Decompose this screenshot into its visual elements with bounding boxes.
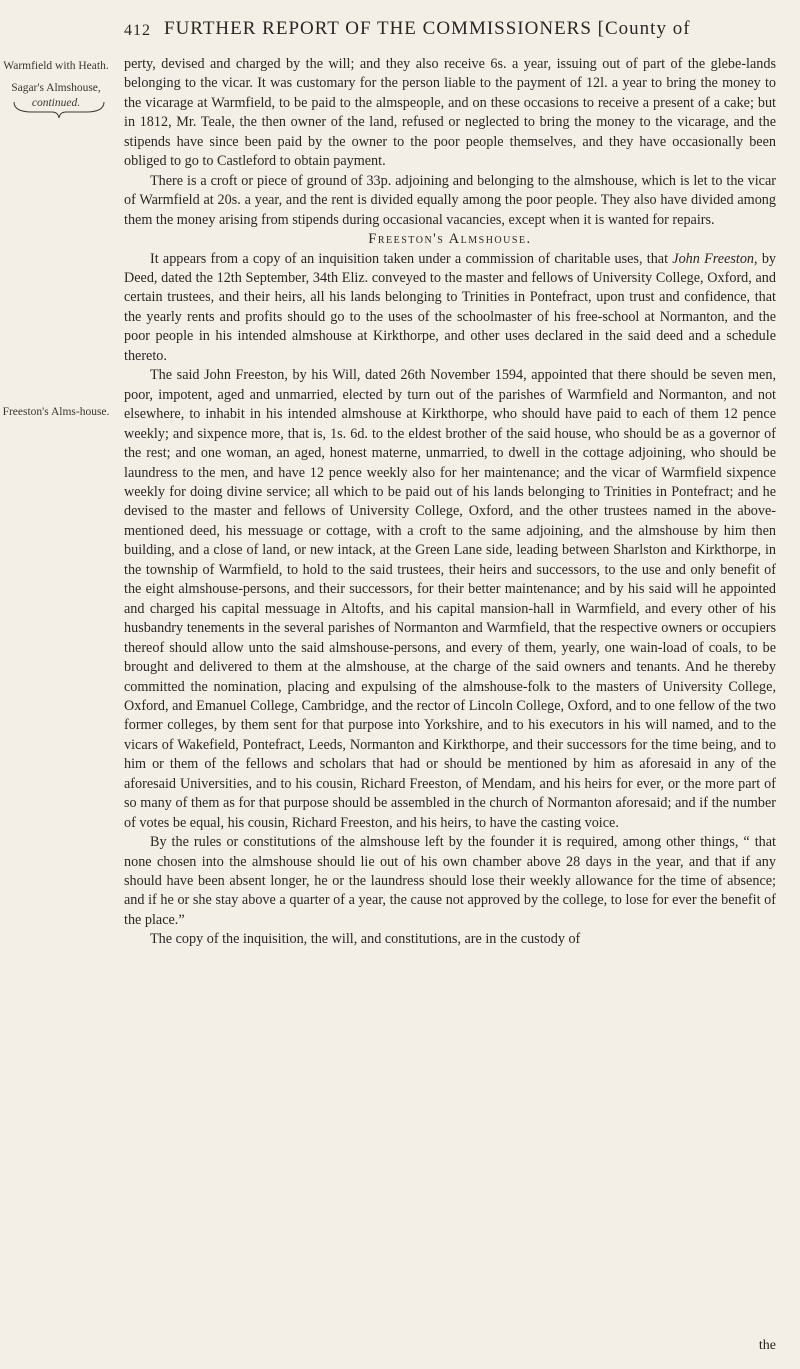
paragraph-3-part-b: , by Deed, dated the 12th September, 34th Eliz. conveyed to the master and fellows of University College, Oxford, and certain trustees, and their heirs, all his lands belonging to Trinities in Pontefract, upon trust and confidence, that the yearly rents and profits should go to the uses of the schoolmaster of his free-school at Normanton, and the poor people in his intended almshouse at Kirkthorpe, and other uses declared in the said deed and a schedule thereto.: [124, 250, 777, 364]
margin-note-sagar-line1: Sagar's Almshouse,: [11, 82, 101, 94]
paragraph-4: The said John Freeston, by his Will, dated 26th November 1594, appointed that there should be seven men, poor, impotent, aged and unmarried, elected by turn out of the parishes of Warmfield and Normanton, and not elsewhere, to inhabit in his intended almshouse at Kirkthorpe, who should have paid to each of them 12 pence weekly; and sixpence more, that is, 1s. 6d. to the eldest brother of the said house, who should be as a governor of the rest; and one woman, an aged, honest materne, unmarried, to dwell in the cottage adjoining, who should be laundress to the men, and have 12 pence weekly also for her maintenance; and the vicar of Warmfield sixpence weekly for doing divine service; all which to be paid out of his lands belonging to Trinities in Pontefract; and he devised to the master and fellows of University College, Oxford, and the other trustees named in the above-mentioned deed, his messuage or cottage, with a croft to the same adjoining, and the almshouse by him then building, and a close of land, or new intack, at the Green Lane side, leading between Sharlston and Kirkthorpe, in the township of Warmfield, to hold to the said trustees, their heirs and successors, to the use and only benefit of the eight almshouse-persons, and their successors, for their better maintenance; and by his said will he appointed and charged his capital messuage in Altofts, and his capital mansion-hall in Warmfield, and every other of his husbandry tenements in the several parishes of Normanton and Warmfield, that the respective owners or occupiers thereof should allow unto the said almshouse-persons, and every of them, yearly, one wain-load of coals, to be brought and delivered to them at the almshouse, at the charge of the said owners and tenants. And he thereby committed the nomination, placing and expulsing of the almshouse-folk to the masters of University College, Oxford, and Emanuel College, Cambridge, and the rector of Lincoln College, Oxford, and to one fellow of the two former colleges, by them sent for that purpose into Yorkshire, and to his executors in his will named, and to the vicars of Wakefield, Pontefract, Leeds, Normanton and Kirkthorpe, and their successors for the time being, and to him or them of the fellows and scholars that had or should be mentioned by him as aforesaid in any of the aforesaid Universities, and to his cousin, Richard Freeston, of Mendam, and his heirs for ever, or the more part of so many of them as for that purpose should be assembled in the church of Normanton aforesaid; and if the number of votes be equal, his cousin, Richard Freeston, and his heirs, to have the casting voice.: [124, 367, 776, 831]
margin-note-freeston: Freeston's Alms-house.: [2, 406, 110, 418]
page-header: [124, 18, 776, 46]
paragraph-2: There is a croft or piece of ground of 33p. adjoining and belonging to the almshouse, which is let to the vicar of Warmfield at 20s. a year, and the rent is divided equally among the poor people. They also have divided among them the money arising from stipends during occasional vacancies, except when it is wanted for repairs.: [124, 172, 776, 228]
brace-mark: [12, 98, 106, 120]
margin-note-warmfield: Warmfield with Heath.: [3, 60, 109, 72]
founder-name: John Freeston: [672, 250, 755, 267]
paragraph-3-part-a: It appears from a copy of an inquisition taken under a commission of charitable uses, that: [150, 250, 673, 267]
page-number: 412: [124, 22, 151, 39]
paragraph-5: By the rules or constitutions of the almshouse left by the founder it is required, among other things, “ that none chosen into the almshouse should lie out of his own chamber above 28 days in the year, and that if any should have been absent longer, he or the laundress should lose their weekly allowance for the time of absence; and if he or she stay above a quarter of a year, the cause not approved by the college, to lose for ever the benefit of the place.”: [124, 834, 776, 928]
catch-word: the: [758, 1338, 776, 1353]
running-title: FURTHER REPORT OF THE COMMISSIONERS [County of: [164, 18, 691, 39]
paragraph-6: The copy of the inquisition, the will, and constitutions, are in the custody of: [150, 931, 581, 948]
main-text: [124, 55, 776, 950]
margin-note-sagar-line2: continued.: [31, 97, 81, 109]
paragraph-3: [124, 250, 776, 367]
paragraph-1: perty, devised and charged by the will; and they also receive 6s. a year, issuing out of part of the glebe-lands belonging to the vicar. It was customary for the person liable to the payment of 12l. a year to bring the money to the vicarage at Warmfield, to be paid to the almspeople, and on these occasions to receive a present of a cake; but in 1812, Mr. Teale, the then owner of the land, refused or neglected to bring the money to the vicarage, and the stipends have since been paid by the owner to the poor people themselves, and they have occasionally been obliged to go to Castleford to obtain payment.: [124, 56, 776, 170]
section-heading: Freeston's Almshouse.: [368, 231, 532, 248]
